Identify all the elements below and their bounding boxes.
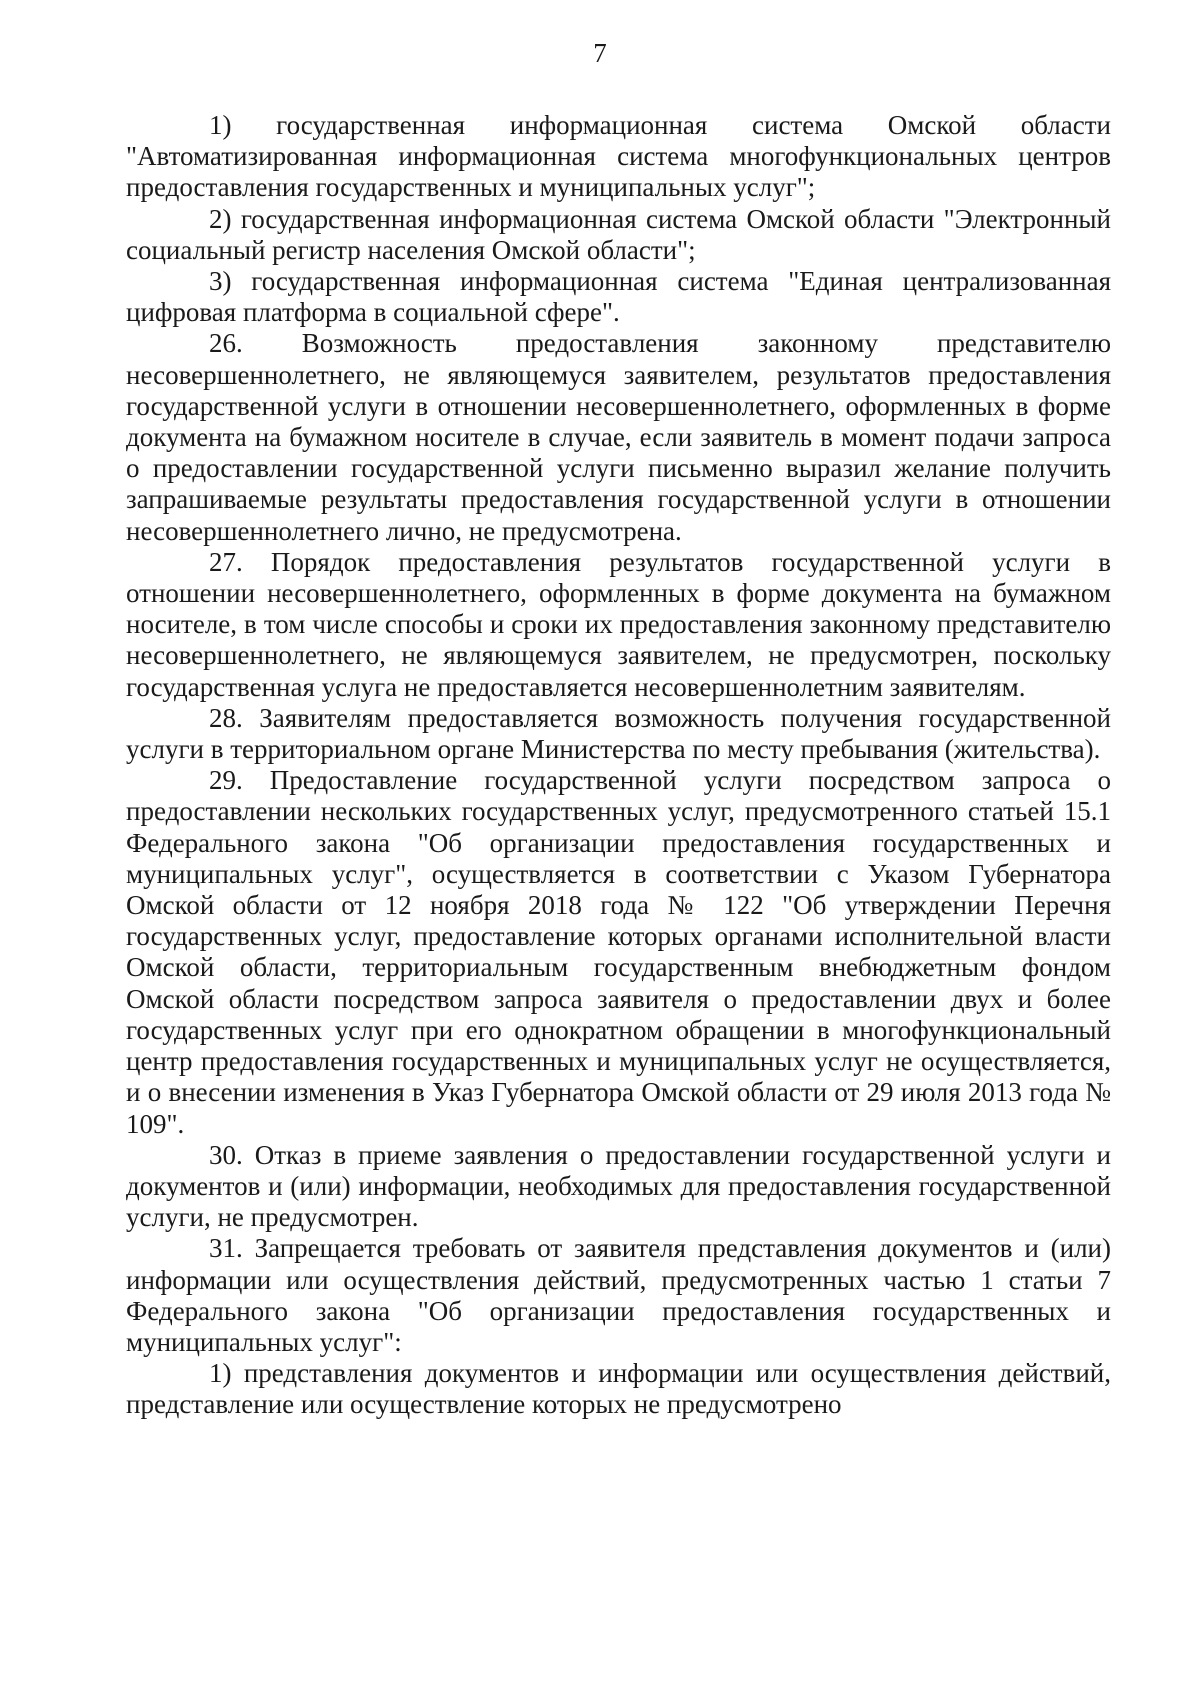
paragraph-item-3-digital-platform: 3) государственная информационная система "Единая централизованная цифровая платформа в социальной сфере". [126, 266, 1111, 328]
paragraph-item-1-ais-mfc: 1) государственная информационная система Омской области "Автоматизированная информационная система многофункциональных центров предоставления государственных и муниципальных услуг"; [126, 110, 1111, 203]
paragraph-28: 28. Заявителям предоставляется возможность получения государственной услуги в территориальном органе Министерства по месту пребывания (жительства). [126, 702, 1111, 765]
document-body [126, 110, 1111, 1421]
paragraph-26: 26. Возможность предоставления законному представителю несовершеннолетнего, не являющемуся заявителем, результатов предоставления государственной услуги в отношении несовершеннолетнего, оформленных в форме документа на бумажном носителе в случае, если заявитель в момент подачи запроса о предоставлении государственной услуги письменно выразил желание получить запрашиваемые результаты предоставления государственной услуги в отношении несовершеннолетнего лично, не предусмотрена. [126, 328, 1111, 546]
paragraph-item-2-social-register: 2) государственная информационная система Омской области "Электронный социальный регистр населения Омской области"; [126, 203, 1111, 265]
paragraph-30: 30. Отказ в приеме заявления о предоставлении государственной услуги и документов и (или) информации, необходимых для предоставления государственной услуги, не предусмотрен. [126, 1139, 1111, 1233]
paragraph-27: 27. Порядок предоставления результатов государственной услуги в отношении несовершеннолетнего, оформленных в форме документа на бумажном носителе, в том числе способы и сроки их предоставления законному представителю несовершеннолетнего, не являющемуся заявителем, не предусмотрен, поскольку государственная услуга не предоставляется несовершеннолетним заявителям. [126, 546, 1111, 702]
page-number: 7 [593, 38, 607, 68]
paragraph-29: 29. Предоставление государственной услуги посредством запроса о предоставлении нескольких государственных услуг, предусмотренного статьей 15.1 Федерального закона "Об организации предоставления государственных и муниципальных услуг", осуществляется в соответствии с Указом Губернатора Омской области от 12 ноября 2018 года № 122 "Об утверждении Перечня государственных услуг, предоставление которых органами исполнительной власти Омской области, территориальным государственным внебюджетным фондом Омской области посредством запроса заявителя о предоставлении двух и более государственных услуг при его однократном обращении в многофункциональный центр предоставления государственных и муниципальных услуг не осуществляется, и о внесении изменения в Указ Губернатора Омской области от 29 июля 2013 года № 109". [126, 765, 1111, 1139]
paragraph-31-item-1: 1) представления документов и информации или осуществления действий, представление или осуществление которых не предусмотрено [126, 1358, 1111, 1420]
paragraph-31: 31. Запрещается требовать от заявителя представления документов и (или) информации или осуществления действий, предусмотренных частью 1 статьи 7 Федерального закона "Об организации предоставления государственных и муниципальных услуг": [126, 1233, 1111, 1357]
